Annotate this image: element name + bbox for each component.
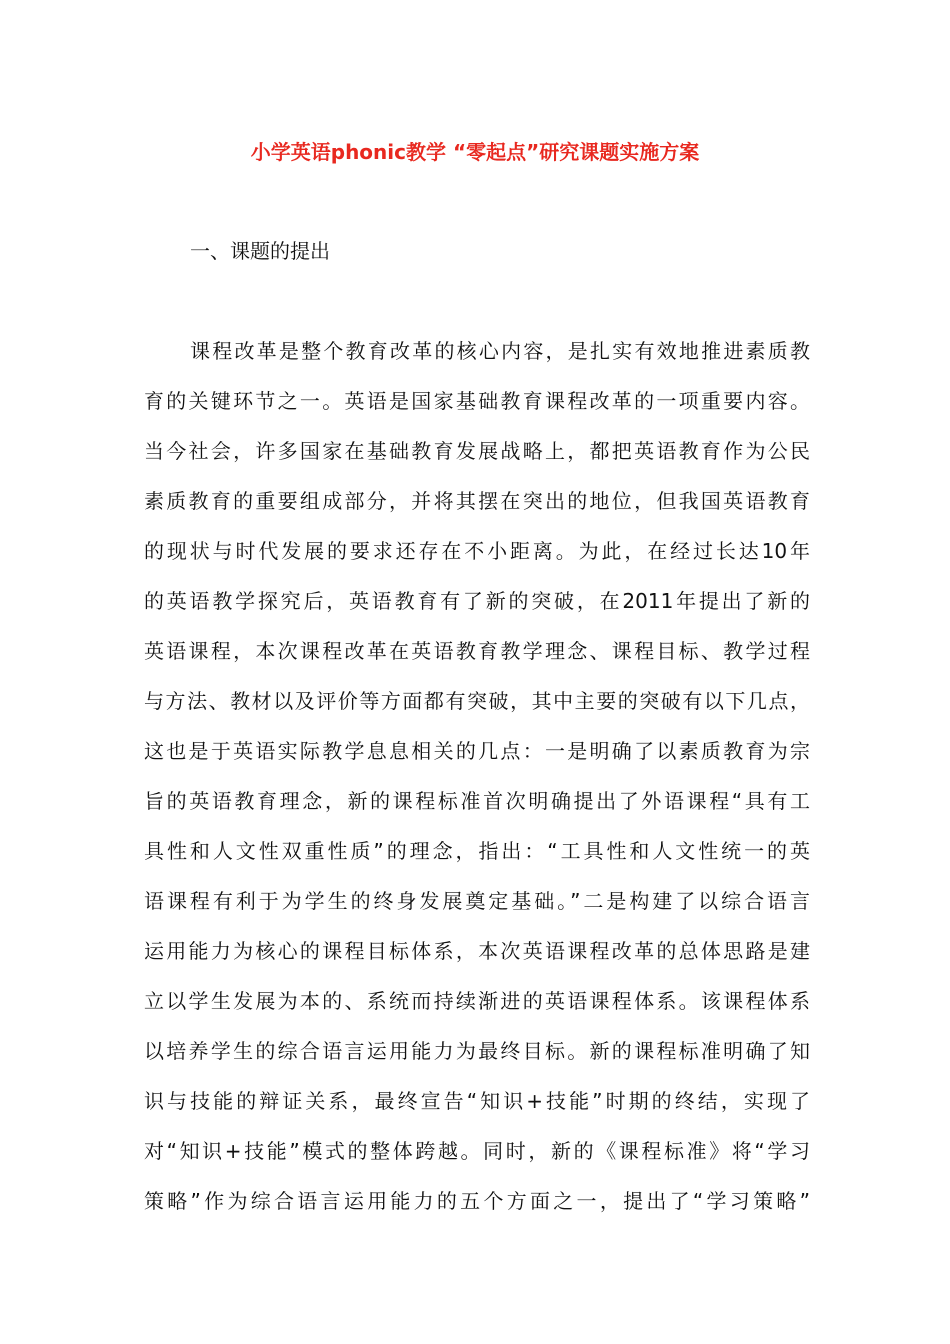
paragraph-line: 识与技能的辩证关系，最终宣告“知识+技能”时期的终结，实现了 bbox=[144, 1089, 810, 1113]
paragraph-line: 的现状与时代发展的要求还存在不小距离。为此，在经过长达10年 bbox=[144, 539, 810, 563]
paragraph-line: 立以学生发展为本的、系统而持续渐进的英语课程体系。该课程体系 bbox=[144, 989, 810, 1013]
paragraph-line: 课程改革是整个教育改革的核心内容，是扎实有效地推进素质教 bbox=[190, 339, 810, 363]
paragraph-line: 这也是于英语实际教学息息相关的几点：一是明确了以素质教育为宗 bbox=[144, 739, 810, 763]
paragraph-line: 旨的英语教育理念，新的课程标准首次明确提出了外语课程“具有工 bbox=[144, 789, 810, 813]
paragraph-line: 以培养学生的综合语言运用能力为最终目标。新的课程标准明确了知 bbox=[144, 1039, 810, 1063]
paragraph-line: 当今社会，许多国家在基础教育发展战略上，都把英语教育作为公民 bbox=[144, 439, 810, 463]
paragraph-line: 语课程有利于为学生的终身发展奠定基础。”二是构建了以综合语言 bbox=[144, 889, 810, 913]
paragraph-line: 与方法、教材以及评价等方面都有突破，其中主要的突破有以下几点， bbox=[144, 689, 810, 713]
paragraph-line: 的英语教学探究后，英语教育有了新的突破，在2011年提出了新的 bbox=[144, 589, 810, 613]
paragraph-line: 运用能力为核心的课程目标体系，本次英语课程改革的总体思路是建 bbox=[144, 939, 810, 963]
document-title: 小学英语phonic教学 “零起点”研究课题实施方案 bbox=[250, 140, 700, 164]
body-paragraph bbox=[144, 333, 810, 1233]
paragraph-line: 英语课程，本次课程改革在英语教育教学理念、课程目标、教学过程 bbox=[144, 639, 810, 663]
paragraph-line: 育的关键环节之一。英语是国家基础教育课程改革的一项重要内容。 bbox=[144, 389, 810, 413]
paragraph-line: 素质教育的重要组成部分，并将其摆在突出的地位，但我国英语教育 bbox=[144, 489, 810, 513]
paragraph-line: 对“知识+技能”模式的整体跨越。同时，新的《课程标准》将“学习 bbox=[144, 1139, 810, 1163]
section-heading: 一、课题的提出 bbox=[190, 239, 330, 263]
paragraph-line: 具性和人文性双重性质”的理念，指出：“工具性和人文性统一的英 bbox=[144, 839, 810, 863]
paragraph-line: 策略”作为综合语言运用能力的五个方面之一，提出了“学习策略” bbox=[144, 1189, 810, 1213]
